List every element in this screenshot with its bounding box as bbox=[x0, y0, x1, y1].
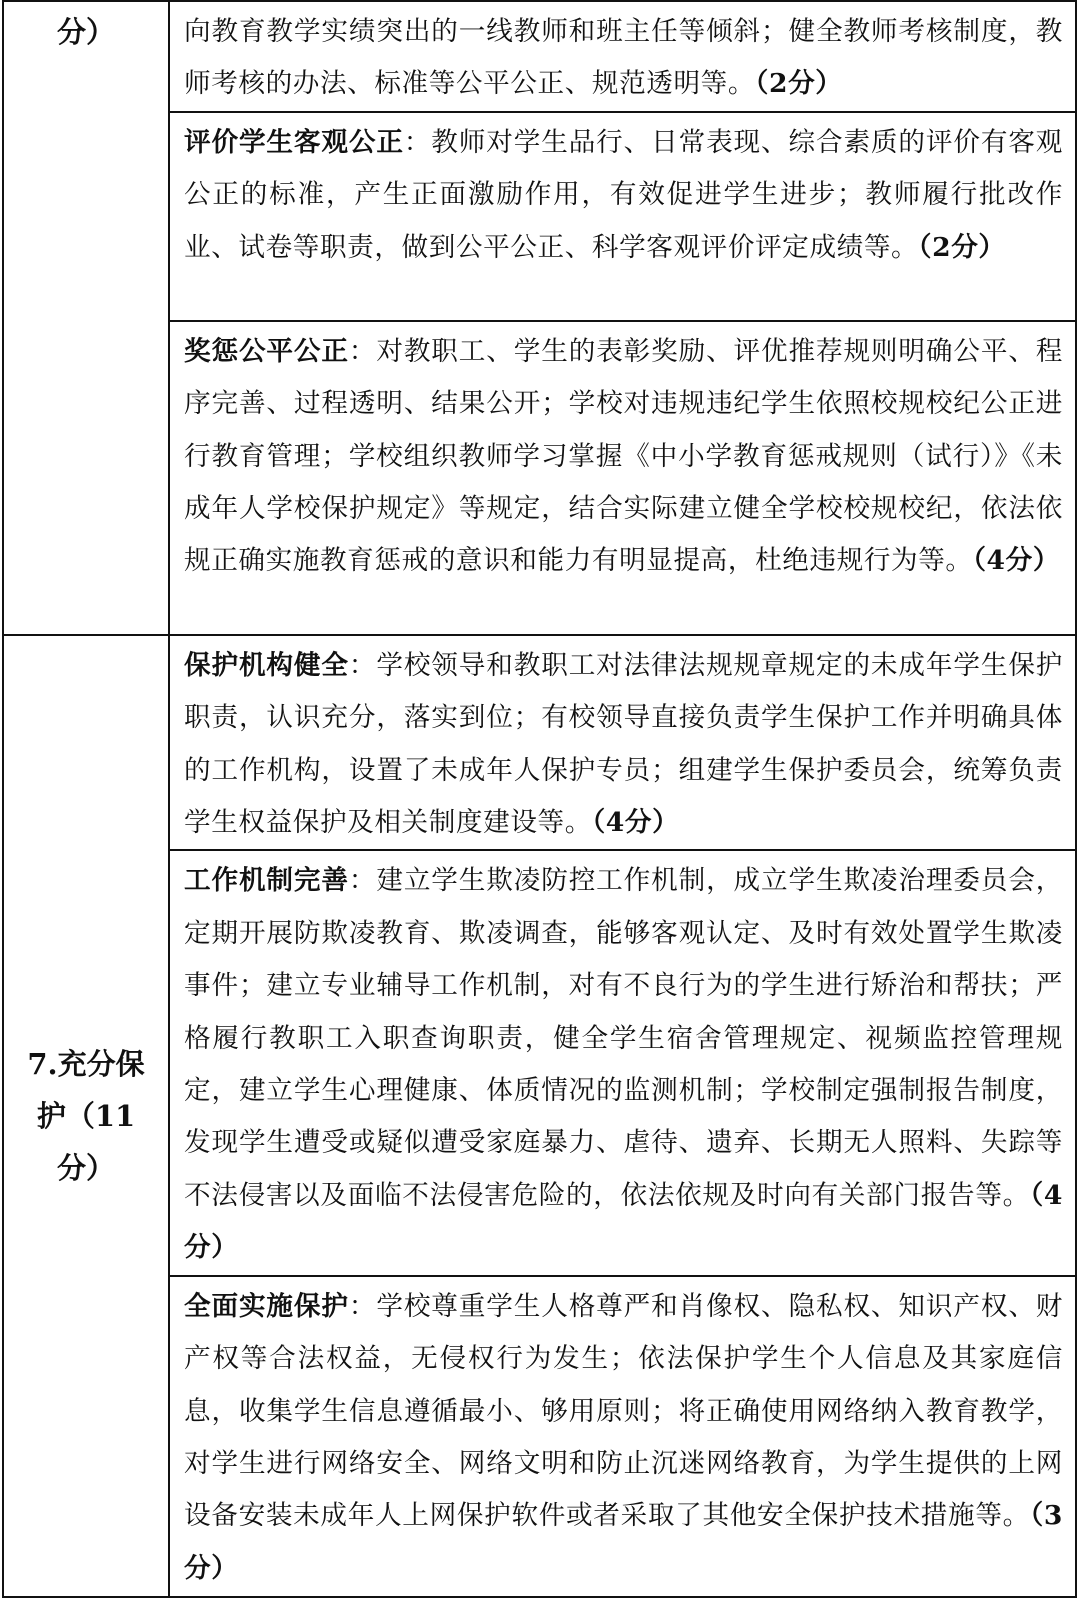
criterion-cell bbox=[169, 1276, 1076, 1597]
criterion-score: （2分） bbox=[918, 231, 1006, 263]
criterion-score: （3分） bbox=[184, 1500, 1063, 1584]
criterion-cell bbox=[169, 850, 1076, 1275]
table-row bbox=[3, 635, 1076, 851]
criterion-score: （4分） bbox=[972, 545, 1061, 577]
section-label-cell bbox=[3, 635, 169, 1597]
evaluation-table bbox=[2, 0, 1077, 1598]
criterion-cell bbox=[169, 321, 1076, 635]
criterion-score: （4分） bbox=[184, 1179, 1063, 1264]
criterion-text: ：建立学生欺凌防控工作机制，成立学生欺凌治理委员会，定期开展防欺凌教育、欺凌调查，能够客观认定、及时有效处置学生欺凌事件；建立专业辅导工作机制，对有不良行为的学生进行矫治和帮扶；严格履行教职工入职查询职责，健全学生宿舍管理规定、视频监控管理规定，建立学生心理健康、体质情况的监测机制；学校制定强制报告制度，发现学生遭受或疑似遭受家庭暴力、虐待、遗弃、长期无人照料、失踪等不法侵害以及面临不法侵害危险的，依法依规及时向有关部门报告等。 bbox=[184, 865, 1063, 1211]
table-row bbox=[3, 1, 1076, 112]
criterion-lead: 奖惩公平公正 bbox=[184, 335, 349, 367]
criterion-cell bbox=[169, 635, 1076, 851]
criterion-score: （4分） bbox=[591, 807, 680, 839]
criterion-text: ：教师对学生品行、日常表现、综合素质的评价有客观公正的标准，产生正面激励作用，有效促进学生进步；教师履行批改作业、试卷等职责，做到公平公正、科学客观评价评定成绩等。 bbox=[184, 126, 1063, 263]
criterion-lead: 保护机构健全 bbox=[184, 649, 349, 681]
criterion-cell bbox=[169, 1, 1076, 112]
criterion-text: ：对教职工、学生的表彰奖励、评优推荐规则明确公平、程序完善、过程透明、结果公开；学校对违规违纪学生依照校规校纪公正进行教育管理；学校组织教师学习掌握《中小学教育惩戒规则（试行）》《未成年人学校保护规定》等规定，结合实际建立健全学校校规校纪，依法依规正确实施教育惩戒的意识和能力有明显提高，杜绝违规行为等。 bbox=[184, 335, 1063, 577]
criterion-lead: 工作机制完善 bbox=[184, 865, 349, 897]
section-label: 7.充分保护（11分） bbox=[27, 1046, 145, 1185]
criterion-text: ：学校尊重学生人格尊严和肖像权、隐私权、知识产权、财产权等合法权益，无侵权行为发生；依法保护学生个人信息及其家庭信息，收集学生信息遵循最小、够用原则；将正确使用网络纳入教育教学，对学生进行网络安全、网络文明和防止沉迷网络教育，为学生提供的上网设备安装未成年人上网保护软件或者采取了其他安全保护技术措施等。 bbox=[184, 1290, 1063, 1532]
criterion-text: ：学校领导和教职工对法律法规规章规定的未成年学生保护职责，认识充分，落实到位；有校领导直接负责学生保护工作并明确具体的工作机构，设置了未成年人保护专员；组建学生保护委员会，统筹负责学生权益保护及相关制度建设等。 bbox=[184, 649, 1063, 839]
criterion-lead: 评价学生客观公正 bbox=[184, 126, 404, 158]
criterion-cell bbox=[169, 112, 1076, 321]
criterion-lead: 全面实施保护 bbox=[184, 1290, 349, 1322]
criterion-text: 向教育教学实绩突出的一线教师和班主任等倾斜；健全教师考核制度，教师考核的办法、标准等公平公正、规范透明等。 bbox=[184, 16, 1063, 100]
section-label-cell bbox=[3, 1, 169, 635]
criterion-score: （2分） bbox=[755, 68, 843, 100]
section-label-continued: 分） bbox=[56, 15, 115, 49]
